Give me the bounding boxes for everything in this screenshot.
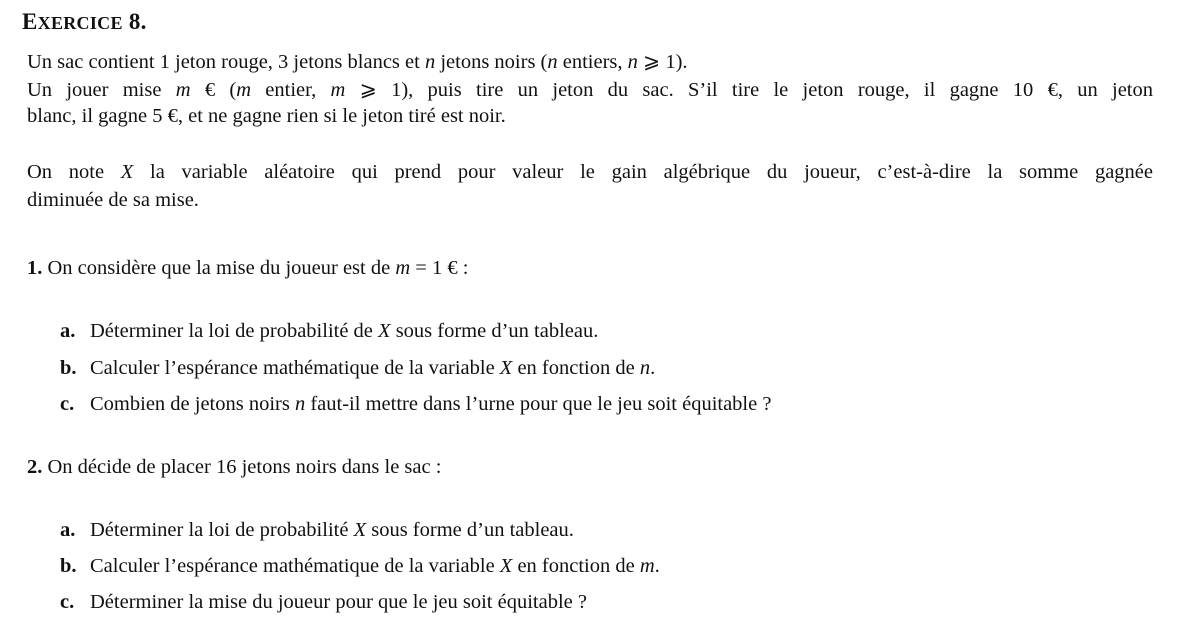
- part-letter: a.: [60, 519, 76, 541]
- part-text: Calculer l’espérance mathématique de la variable X en fonction de n.: [90, 357, 656, 379]
- question-1-text: On considère que la mise du joueur est de m = 1 € :: [47, 257, 469, 279]
- question-2-part-c: [60, 591, 587, 614]
- part-text: Calculer l’espérance mathématique de la variable X en fonction de m.: [90, 555, 660, 577]
- question-1-number: 1.: [27, 257, 43, 279]
- question-1: [27, 257, 468, 280]
- question-1-part-c: [60, 393, 771, 416]
- question-2-text: On décide de placer 16 jetons noirs dans le sac :: [47, 456, 442, 478]
- part-text: Combien de jetons noirs n faut-il mettre dans l’urne pour que le jeu soit équitable ?: [90, 393, 772, 415]
- intro-line-4: On note X la variable aléatoire qui prend pour valeur le gain algébrique du joueur, c’est-à-dire la somme gagnée: [27, 161, 1153, 183]
- part-letter: b.: [60, 555, 77, 577]
- part-text: Déterminer la mise du joueur pour que le jeu soit équitable ?: [90, 591, 587, 613]
- title-number: 8.: [128, 9, 147, 34]
- question-2-number: 2.: [27, 456, 43, 478]
- title-rest: XERCICE: [37, 13, 123, 33]
- part-text: Déterminer la loi de probabilité de X sous forme d’un tableau.: [90, 320, 599, 342]
- part-letter: c.: [60, 591, 75, 613]
- question-1-part-b: [60, 357, 655, 380]
- title-initial: E: [22, 9, 38, 34]
- intro-line-1: Un sac contient 1 jeton rouge, 3 jetons blancs et n jetons noirs (n entiers, n ⩾ 1).: [27, 51, 688, 73]
- intro-line-2: Un jouer mise m € (m entier, m ⩾ 1), puis tire un jeton du sac. S’il tire le jeton rouge, il gagne 10 €, un jeton: [27, 79, 1153, 101]
- intro-line-3: blanc, il gagne 5 €, et ne gagne rien si le jeton tiré est noir.: [27, 105, 506, 127]
- part-text: Déterminer la loi de probabilité X sous forme d’un tableau.: [90, 519, 574, 541]
- part-letter: b.: [60, 357, 77, 379]
- exercise-title: [22, 9, 147, 35]
- question-2-part-a: [60, 519, 574, 542]
- part-letter: c.: [60, 393, 75, 415]
- part-letter: a.: [60, 320, 76, 342]
- question-1-part-a: [60, 320, 598, 343]
- question-2-part-b: [60, 555, 660, 578]
- question-2: [27, 456, 441, 479]
- intro-line-5: diminuée de sa mise.: [27, 189, 199, 211]
